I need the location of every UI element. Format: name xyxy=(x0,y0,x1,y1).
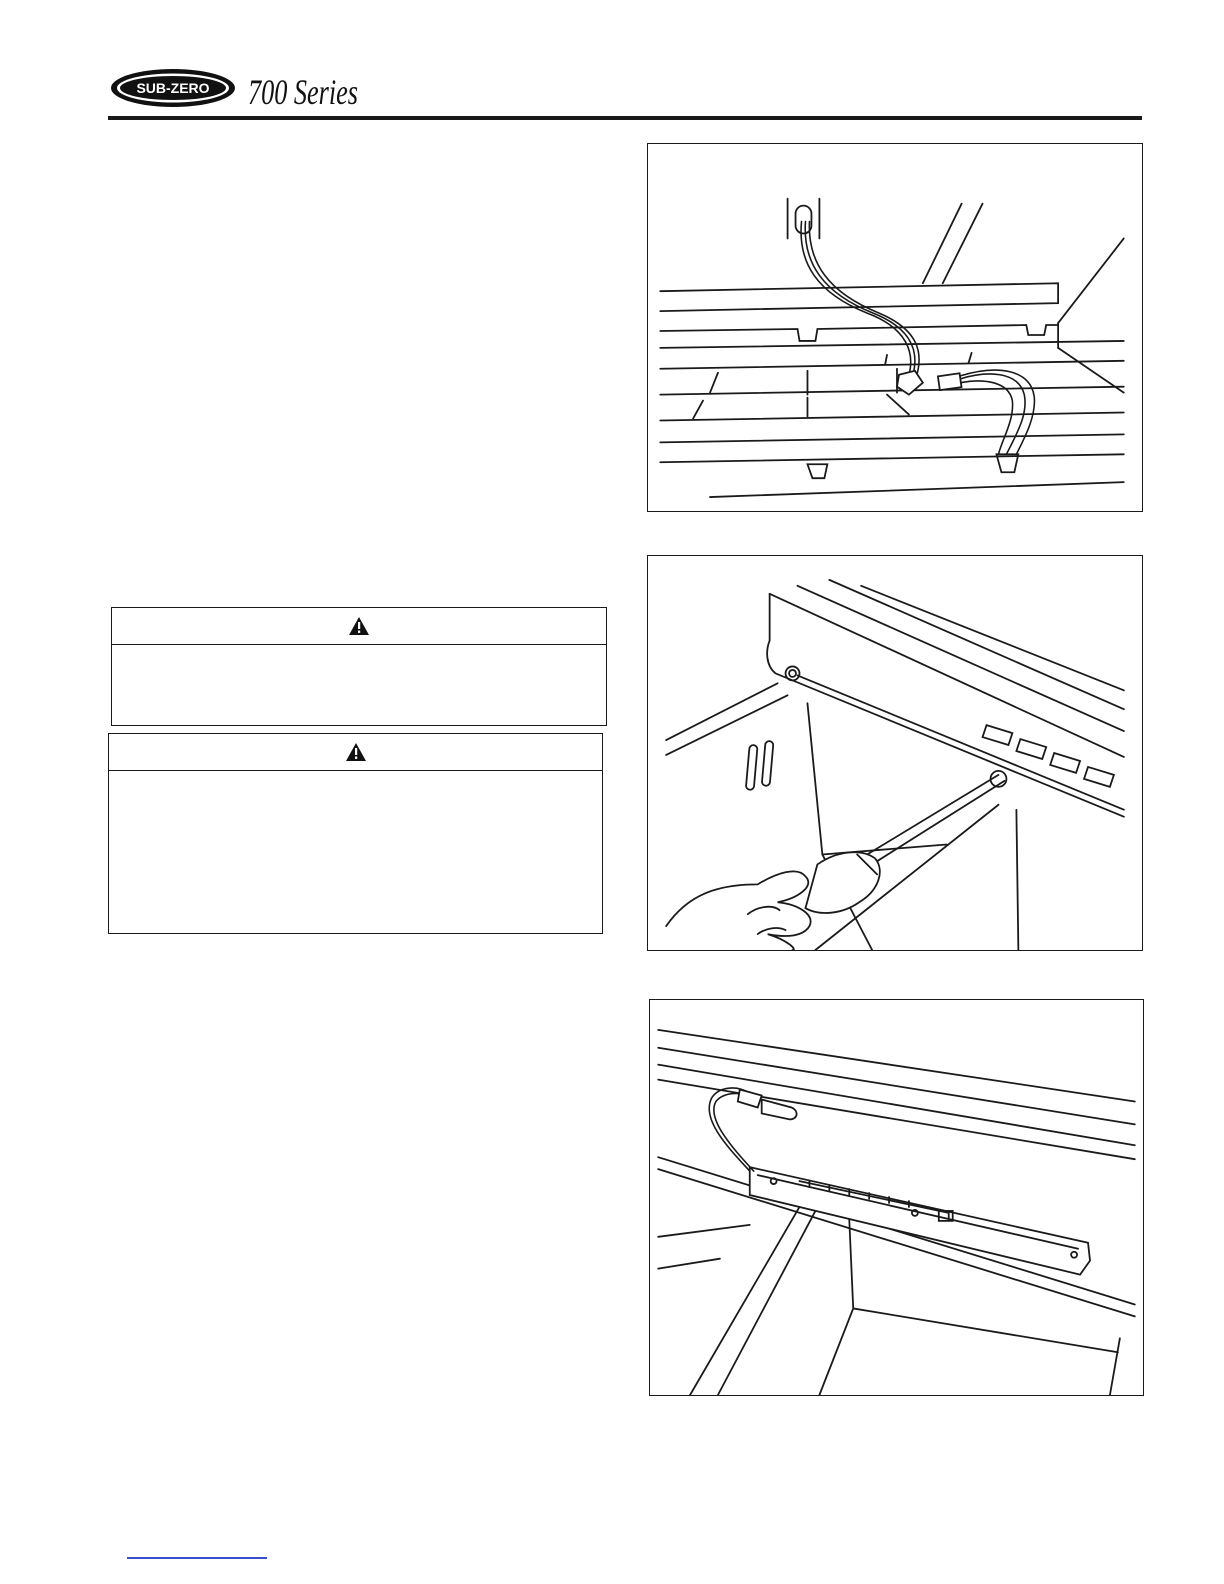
figure-control-board xyxy=(649,999,1144,1396)
header-rule xyxy=(108,116,1142,120)
warning-box xyxy=(108,733,603,934)
figure-wire-harness xyxy=(647,143,1143,512)
warning-header xyxy=(109,734,602,771)
warning-triangle-icon xyxy=(345,742,367,762)
footer-link[interactable] xyxy=(127,1557,267,1559)
warning-triangle-icon xyxy=(348,616,370,636)
warning-header xyxy=(112,608,606,645)
figure-screwdriver xyxy=(647,555,1143,951)
brand-logo xyxy=(108,60,368,120)
series-script: 700 Series xyxy=(248,72,358,112)
logo-text: SUB-ZERO xyxy=(136,80,210,96)
warning-box xyxy=(111,607,607,726)
